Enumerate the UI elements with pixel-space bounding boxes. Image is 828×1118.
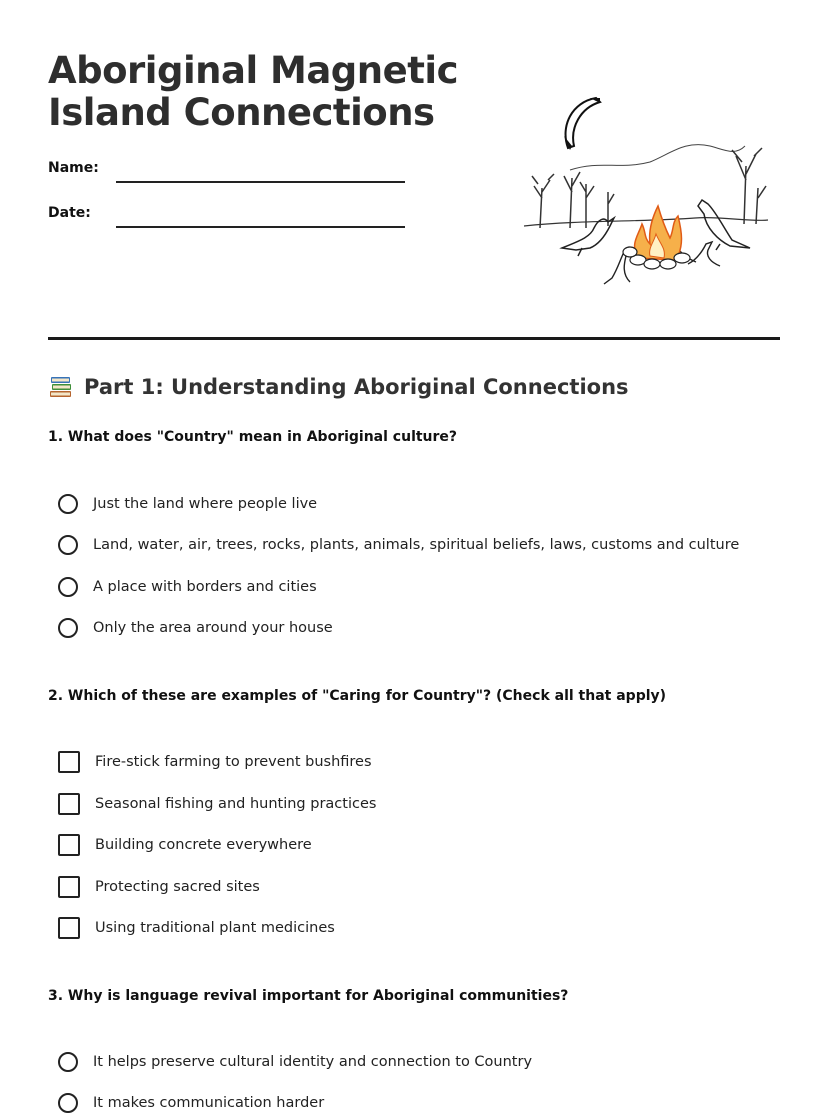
option-label: Only the area around your house	[93, 620, 333, 636]
radio-button[interactable]	[58, 618, 78, 638]
books-icon	[48, 374, 74, 400]
option-label: It makes communication harder	[93, 1095, 325, 1111]
part-1-heading-text: Part 1: Understanding Aboriginal Connections	[84, 375, 629, 399]
question-3: 3. Why is language revival important for Aboriginal communities?	[48, 988, 569, 1004]
q1-option-2[interactable]	[58, 533, 739, 557]
part-1-heading	[48, 374, 629, 400]
title-line-1: Aboriginal Magnetic	[48, 49, 459, 92]
q1-option-4[interactable]	[58, 616, 333, 640]
campfire-icon	[623, 206, 690, 269]
radio-button[interactable]	[58, 494, 78, 514]
q2-option-5[interactable]	[58, 916, 335, 940]
q3-option-1[interactable]	[58, 1050, 532, 1074]
q1-option-3[interactable]	[58, 575, 317, 599]
checkbox[interactable]	[58, 876, 80, 898]
option-label: Fire-stick farming to prevent bushfires	[95, 754, 372, 770]
q2-option-3[interactable]	[58, 833, 312, 857]
option-label: A place with borders and cities	[93, 579, 317, 595]
option-label: It helps preserve cultural identity and connection to Country	[93, 1054, 533, 1070]
question-1: 1. What does "Country" mean in Aboriginal culture?	[48, 429, 458, 445]
q1-option-1[interactable]	[58, 492, 317, 516]
option-label: Using traditional plant medicines	[95, 920, 335, 936]
checkbox[interactable]	[58, 917, 80, 939]
q2-option-4[interactable]	[58, 875, 260, 899]
q2-option-2[interactable]	[58, 792, 376, 816]
radio-button[interactable]	[58, 535, 78, 555]
kangaroo-icon	[698, 200, 750, 250]
date-label: Date:	[48, 205, 91, 221]
option-label: Seasonal fishing and hunting practices	[95, 796, 377, 812]
section-divider	[48, 337, 780, 340]
name-label: Name:	[48, 160, 99, 176]
q3-option-2[interactable]	[58, 1091, 324, 1115]
checkbox[interactable]	[58, 793, 80, 815]
title-line-2: Island Connections	[48, 91, 435, 134]
option-label: Just the land where people live	[93, 496, 318, 512]
page-title	[48, 50, 458, 134]
checkbox[interactable]	[58, 751, 80, 773]
campfire-illustration	[520, 88, 770, 288]
option-label: Protecting sacred sites	[95, 879, 260, 895]
name-field[interactable]	[116, 181, 405, 183]
option-label: Land, water, air, trees, rocks, plants, animals, spiritual beliefs, laws, customs and culture	[93, 537, 740, 553]
option-label: Building concrete everywhere	[95, 837, 312, 853]
radio-button[interactable]	[58, 577, 78, 597]
checkbox[interactable]	[58, 834, 80, 856]
radio-button[interactable]	[58, 1052, 78, 1072]
date-field[interactable]	[116, 226, 405, 228]
q2-option-1[interactable]	[58, 750, 372, 774]
question-2: 2. Which of these are examples of "Caring for Country"? (Check all that apply)	[48, 688, 667, 704]
boomerang-icon	[564, 98, 600, 150]
radio-button[interactable]	[58, 1093, 78, 1113]
